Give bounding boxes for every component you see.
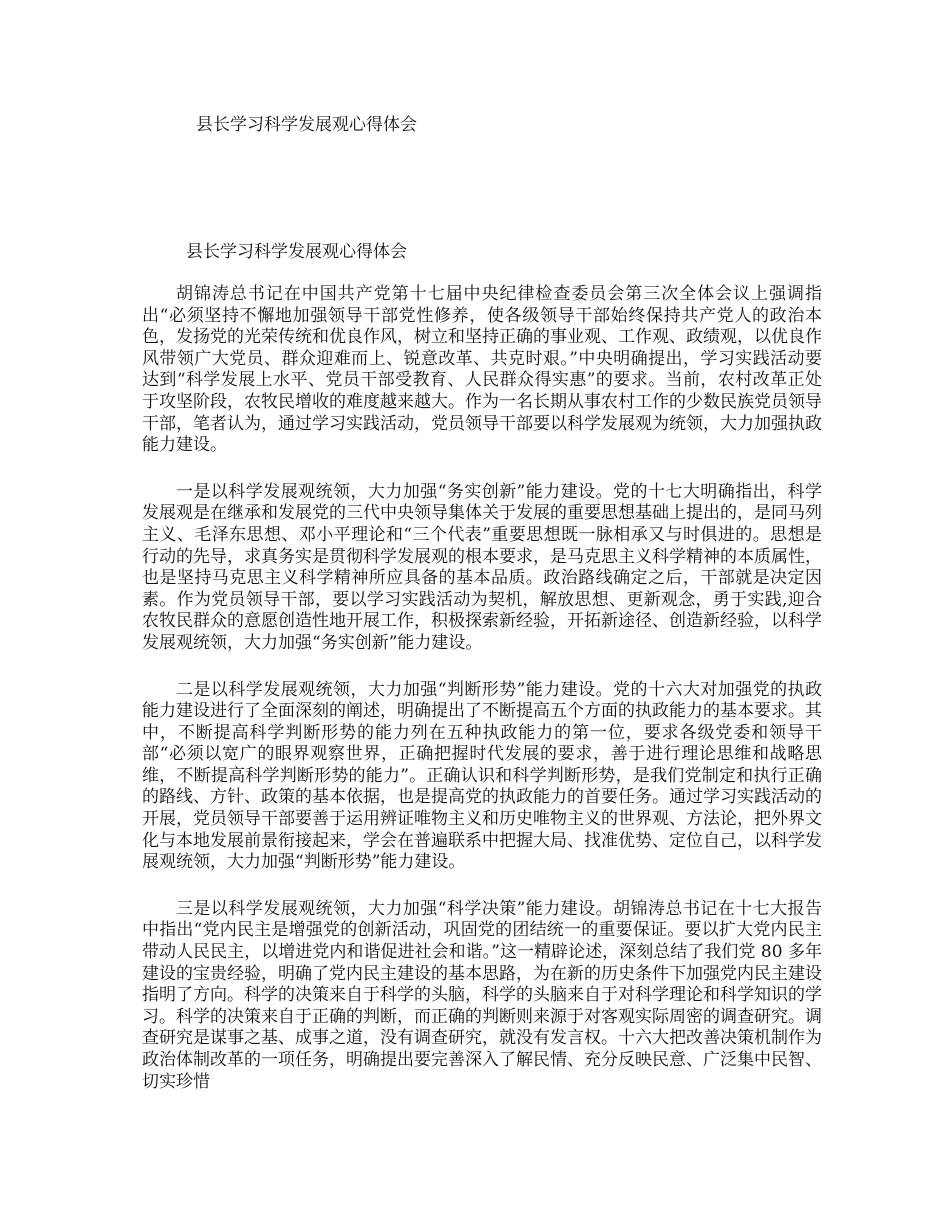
paragraph-three: 三是以科学发展观统领，大力加强“科学决策”能力建设。胡锦涛总书记在十七大报告中指出“党内民主是增强党的创新活动，巩固党的团结统一的重要保证。要以扩大党内民主带动人民民主，以增进党内和谐促进社会和谐。”这一精辟论述，深刻总结了我们党 80 多年建设的宝贵经验，明确了党内民主建设的基本思路，为在新的历史条件下加强党内民主建设指明了方向。科学的决策来自于科学的头脑，科学的头脑来自于对科学理论和科学知识的学习。科学的决策来自于正确的判断，而正确的判断则来源于对客观实际周密的调查研究。调查研究是谋事之基、成事之道，没有调查研究，就没有发言权。十六大把改善决策机制作为政治体制改革的一项任务，明确提出要完善深入了解民情、充分反映民意、广泛集中民智、切实珍惜 [142, 898, 822, 1092]
document-subtitle: 县长学习科学发展观心得体会 [186, 242, 407, 262]
paragraph-intro: 胡锦涛总书记在中国共产党第十七届中央纪律检查委员会第三次全体会议上强调指出“必须坚持不懈地加强领导干部党性修养，使各级领导干部始终保持共产党人的政治本色，发扬党的光荣传统和优良作风，树立和坚持正确的事业观、工作观、政绩观，以优良作风带领广大党员、群众迎难而上、锐意改革、共克时艰。”中央明确提出，学习实践活动要达到“科学发展上水平、党员干部受教育、人民群众得实惠”的要求。当前，农村改革正处于攻坚阶段，农牧民增收的难度越来越大。作为一名长期从事农村工作的少数民族党员领导干部，笔者认为，通过学习实践活动，党员领导干部要以科学发展观为统领，大力加强执政能力建设。 [142, 284, 822, 456]
document-body [142, 284, 822, 1118]
paragraph-two: 二是以科学发展观统领，大力加强“判断形势”能力建设。党的十六大对加强党的执政能力建设进行了全面深刻的阐述，明确提出了不断提高五个方面的执政能力的基本要求。其中，不断提高科学判断形势的能力列在五种执政能力的第一位，要求各级党委和领导干部“必须以宽广的眼界观察世界，正确把握时代发展的要求，善于进行理论思维和战略思维，不断提高科学判断形势的能力”。正确认识和科学判断形势，是我们党制定和执行正确的路线、方针、政策的基本依据，也是提高党的执政能力的首要任务。通过学习实践活动的开展，党员领导干部要善于运用辨证唯物主义和历史唯物主义的世界观、方法论，把外界文化与本地发展前景衔接起来，学会在普遍联系中把握大局、找准优势、定位自己，以科学发展观统领，大力加强“判断形势”能力建设。 [142, 679, 822, 873]
paragraph-one: 一是以科学发展观统领，大力加强“务实创新”能力建设。党的十七大明确指出，科学发展观是在继承和发展党的三代中央领导集体关于发展的重要思想基础上提出的，是同马列主义、毛泽东思想、邓小平理论和“三个代表”重要思想既一脉相承又与时俱进的。思想是行动的先导，求真务实是贯彻科学发展观的根本要求，是马克思主义科学精神的本质属性，也是坚持马克思主义科学精神所应具备的基本品质。政治路线确定之后，干部就是决定因素。作为党员领导干部，要以学习实践活动为契机，解放思想、更新观念，勇于实践,迎合农牧民群众的意愿创造性地开展工作，积极探索新经验，开拓新途径、创造新经验，以科学发展观统领，大力加强“务实创新”能力建设。 [142, 481, 822, 653]
document-title: 县长学习科学发展观心得体会 [196, 115, 417, 135]
